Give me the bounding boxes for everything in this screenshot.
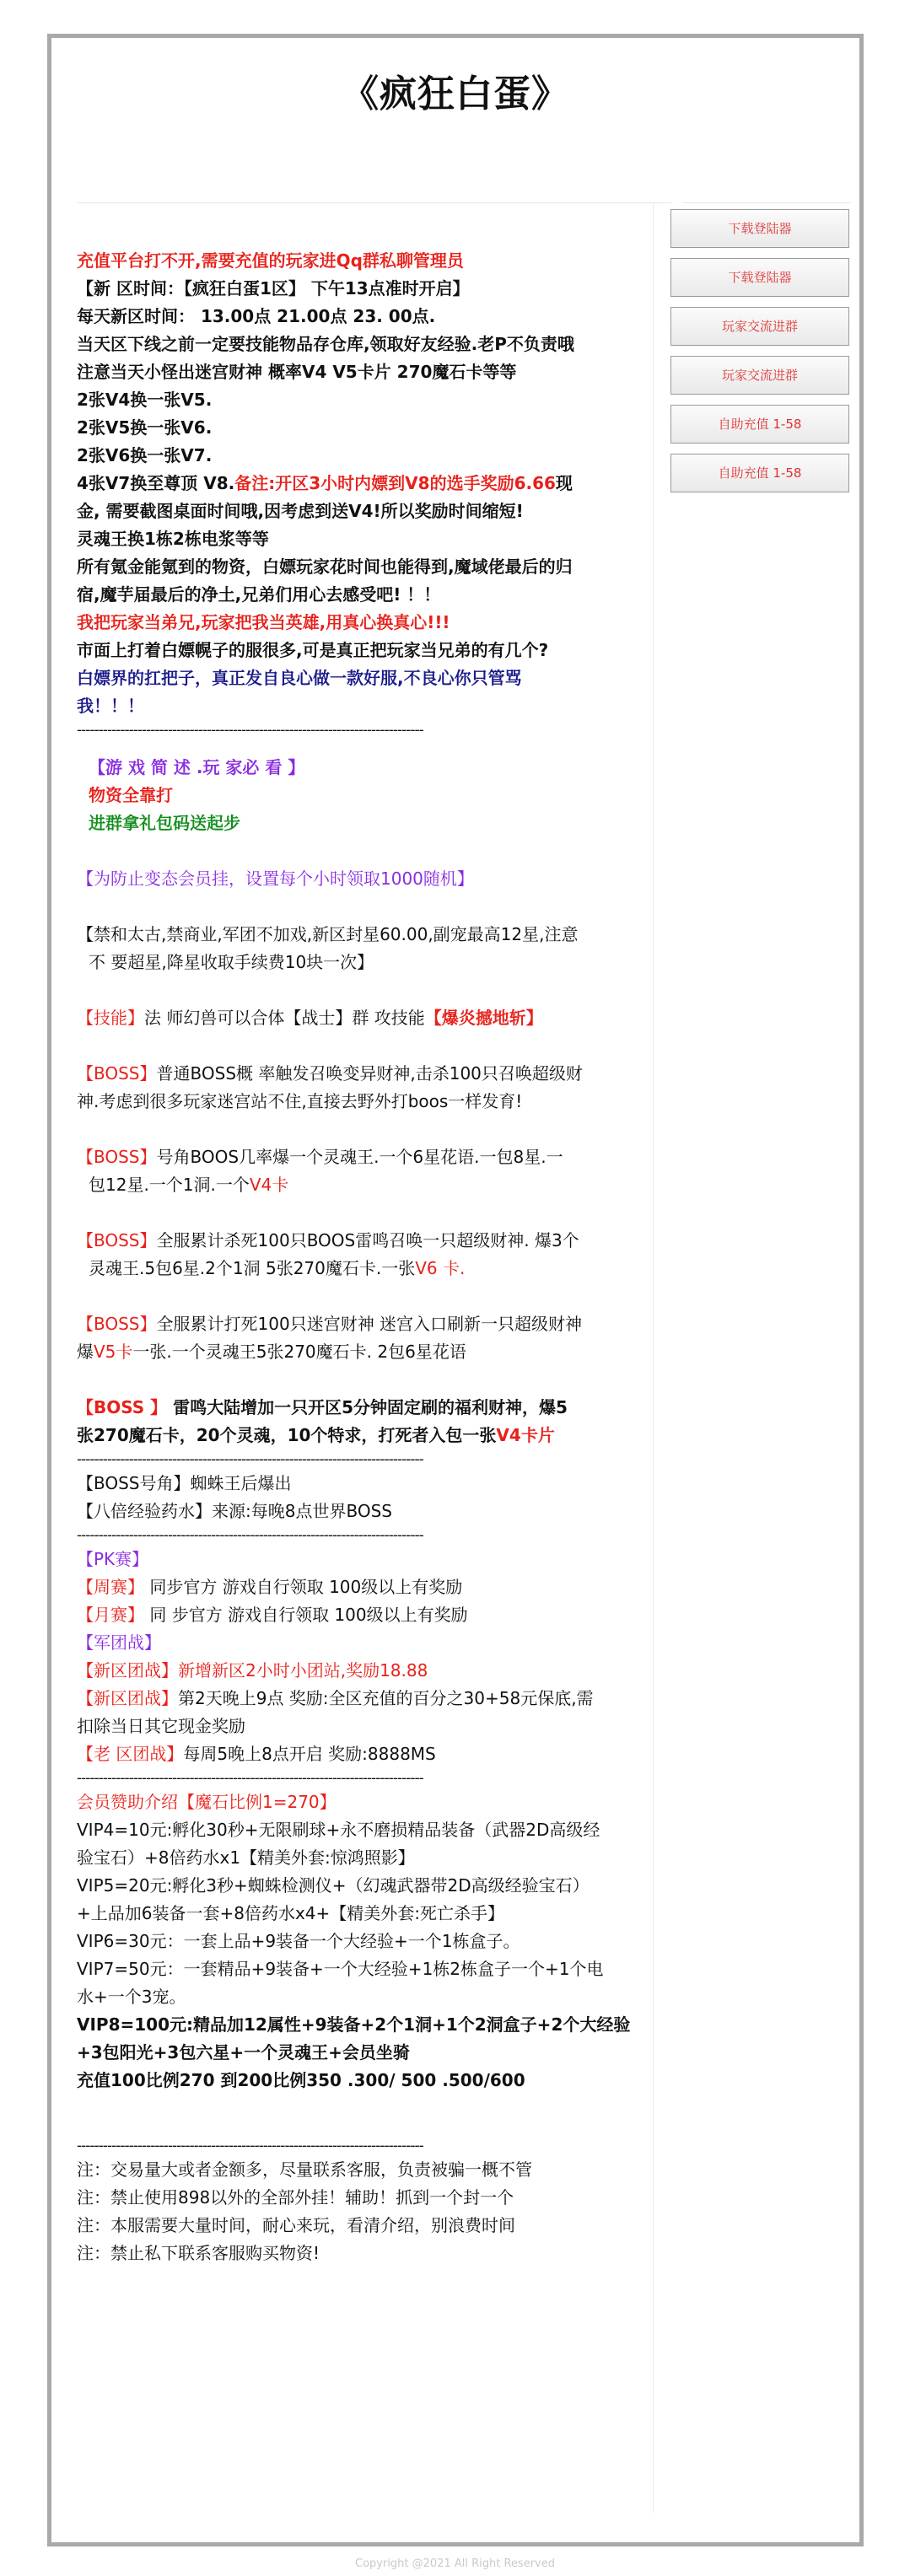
exchange-rule: 2张V6换一张V7. — [77, 445, 213, 465]
download-launcher-button-2[interactable]: 下载登陆器 — [670, 258, 849, 297]
boss-text: 全服累计打死100只迷宫财神 迷宫入口刷新一只超级财神 — [156, 1314, 583, 1334]
exchange-rule: 2张V5换一张V6. — [77, 417, 213, 438]
boss-tag: 【BOSS】 — [77, 1230, 157, 1250]
separator: -------------------------------------------------------------------------------- — [77, 1770, 423, 1787]
legion-tag: 【老 区团战】 — [77, 1744, 184, 1764]
boss-rule — [77, 1060, 671, 1088]
boss-card: V6 卡. — [415, 1258, 466, 1278]
legion-text-line2: 扣除当日其它现金奖励 — [77, 1716, 245, 1736]
sidebar-top-divider — [682, 202, 851, 203]
download-launcher-button-1[interactable]: 下载登陆器 — [670, 209, 849, 248]
note: 注：本服需要大量时间，耐心来玩，看清介绍，别浪费时间 — [77, 2215, 515, 2235]
legion-tag: 【新区团战】 — [77, 1660, 178, 1681]
note: 注：禁止私下联系客服购买物资! — [77, 2243, 320, 2263]
skill-tag: 【技能】 — [77, 1008, 144, 1028]
intro-paragraph: 宿,魔芋届最后的净土,兄弟们用心去感受吧! ！！ — [77, 584, 441, 605]
game-heading: 【游 戏 简 述 .玩 家必 看 】 — [89, 757, 305, 777]
v8-rule-line2: 金, 需要截图桌面时间哦,因考虑到送V4!所以奖励时间缩短! — [77, 501, 524, 521]
boss-rule-line2 — [77, 1338, 671, 1366]
intro-paragraph: 所有氪金能氪到的物资，白嫖玩家花时间也能得到,魔域佬最后的归 — [77, 557, 573, 577]
boss-text: 包12星.一个1洞.一个 — [89, 1175, 250, 1195]
monthly-text: 同 步官方 游戏自行领取 100级以上有奖励 — [144, 1605, 468, 1625]
boss-rule-line2: 神.考虑到很多玩家迷宫站不住,直接去野外打boos一样发育! — [77, 1091, 523, 1111]
boss-rule — [77, 1143, 671, 1171]
boss-card: V4卡片 — [496, 1425, 555, 1445]
separator: -------------------------------------------------------------------------------- — [77, 2138, 423, 2154]
legion-text: 新增新区2小时小团站,奖励18.88 — [178, 1660, 428, 1681]
boss-tag: 【BOSS】 — [77, 1063, 157, 1084]
warning-line: 注意当天小怪出迷宫财神 概率V4 V5卡片 270魔石卡等等 — [77, 362, 517, 382]
vip-tier: 验宝石）+8倍药水x1【精美外套:惊鸿照影】 — [77, 1847, 415, 1868]
pk-heading: 【PK赛】 — [77, 1549, 149, 1569]
vip-tier: VIP7=50元：一套精品+9装备+一个大经验+1栋2栋盒子一个+1个电 — [77, 1959, 604, 1979]
vip-tier: 水+一个3宠。 — [77, 1987, 186, 2007]
note: 注：交易量大或者金额多，尽量联系客服，负责被骗一概不管 — [77, 2159, 532, 2180]
boss-card: V4卡 — [249, 1175, 289, 1195]
boss-text: 普通BOSS概 率触发召唤变异财神,击杀100只召唤超级财 — [156, 1063, 583, 1084]
rules-text: 【禁和太古,禁商业,军团不加戏,新区封星60.00,副宠最高12星,注意 — [77, 924, 579, 944]
boss-rule — [77, 1394, 671, 1422]
vip-tier: VIP4=10元:孵化30秒+无限刷球+永不磨损精品装备（武器2D高级经 — [77, 1820, 600, 1840]
vip-tier: VIP5=20元:孵化3秒+蜘蛛检测仪+（幻魂武器带2D高级经验宝石） — [77, 1875, 590, 1896]
separator: -------------------------------------------------------------------------------- — [77, 1527, 423, 1544]
v8-rule — [77, 470, 671, 497]
weekly-tag: 【周赛】 — [77, 1577, 144, 1597]
copyright-footer: Copyright @2021 All Right Reserved — [355, 2557, 555, 2570]
v8-reward: 备注:开区3小时内嫖到V8的选手奖励6.66 — [234, 473, 556, 493]
warning-line: 当天区下线之前一定要技能物品存仓库,领取好友经验.老P不负责哦 — [77, 334, 574, 354]
boss-text: 雷鸣大陆增加一只开区5分钟固定刷的福利财神，爆5 — [167, 1397, 568, 1417]
new-legion-battle — [77, 1685, 671, 1713]
self-recharge-button-1[interactable]: 自助充值 1-58 — [670, 405, 849, 444]
boss-text: 一张.一个灵魂王5张270魔石卡. 2包6星花语 — [132, 1342, 466, 1362]
page-title: 《疯狂白蛋》 — [342, 73, 569, 116]
vip-tier: +上品加6装备一套+8倍药水x4+【精美外套:死亡杀手】 — [77, 1903, 505, 1923]
legion-tag: 【新区团战】 — [77, 1688, 178, 1708]
old-legion-battle — [77, 1740, 671, 1768]
join-group-button-2[interactable]: 玩家交流进群 — [670, 356, 849, 395]
boss-rule — [77, 1310, 671, 1338]
boss-text: 全服累计杀死100只BOOS雷鸣召唤一只超级财神. 爆3个 — [156, 1230, 579, 1250]
main-content — [77, 202, 671, 2513]
legion-text: 第2天晚上9点 奖励:全区充值的百分之30+58元保底,需 — [178, 1688, 594, 1708]
soul-exchange: 灵魂王换1栋2栋电浆等等 — [77, 529, 269, 549]
sidebar — [670, 209, 854, 503]
vip-tier: VIP8=100元:精品加12属性+9装备+2个1洞+1个2洞盒子+2个大经验 — [77, 2014, 631, 2035]
boss-text: 号角BOOS几率爆一个灵魂王.一个6星花语.一包8星.一 — [156, 1147, 563, 1167]
exp-potion: 【八倍经验药水】来源:每晚8点世界BOSS — [77, 1501, 392, 1521]
boss-tag: 【BOSS】 — [77, 1314, 157, 1334]
weekly-text: 同步官方 游戏自行领取 100级以上有奖励 — [144, 1577, 463, 1597]
v8-prefix: 4张V7换至尊顶 V8. — [77, 473, 235, 493]
heart-slogan: 我把玩家当弟兄,玩家把我当英雄,用真心换真心!!! — [77, 612, 450, 632]
intro-paragraph: 市面上打着白嫖幌子的服很多,可是真正把玩家当兄弟的有几个? — [77, 640, 549, 660]
game-feature: 物资全靠打 — [89, 785, 173, 805]
vip-tier: VIP6=30元：一套上品+9装备一个大经验+一个1栋盒子。 — [77, 1931, 520, 1951]
skill-rule — [77, 1004, 671, 1032]
boss-rule — [77, 1227, 671, 1255]
boss-rule-line2 — [77, 1422, 671, 1449]
boss-rule-line2 — [77, 1171, 671, 1199]
boss-tag: 【BOSS】 — [77, 1147, 157, 1167]
new-server-time: 【新 区时间：【疯狂白蛋1区】 下午13点准时开启】 — [77, 278, 470, 298]
boss-card: V5卡 — [94, 1342, 133, 1362]
self-recharge-button-2[interactable]: 自助充值 1-58 — [670, 454, 849, 492]
new-legion-battle — [77, 1657, 671, 1685]
boss-text: 爆 — [77, 1342, 94, 1362]
anti-cheat-notice: 【为防止变态会员挂，设置每个小时领取1000随机】 — [77, 869, 474, 889]
game-feature: 进群拿礼包码送起步 — [89, 813, 240, 833]
separator: -------------------------------------------------------------------------------- — [77, 1451, 423, 1468]
exchange-rule: 2张V4换一张V5. — [77, 390, 213, 410]
boss-tag: 【BOSS 】 — [77, 1397, 168, 1417]
intro-paragraph: 白嫖界的扛把子，真正发自良心做一款好服,不良心你只管骂 — [77, 668, 522, 688]
boss-text: 灵魂王.5包6星.2个1洞 5张270魔石卡.一张 — [89, 1258, 416, 1278]
legion-heading: 【军团战】 — [77, 1632, 161, 1653]
weekly-match — [77, 1573, 671, 1601]
vip-tier: +3包阳光+3包六星+一个灵魂王+会员坐骑 — [77, 2042, 410, 2062]
vip-heading: 会员赞助介绍【魔石比例1=270】 — [77, 1792, 337, 1812]
boss-text: 张270魔石卡，20个灵魂，10个特求，打死者入包一张 — [77, 1425, 497, 1445]
page-frame — [47, 34, 864, 2546]
monthly-match — [77, 1601, 671, 1629]
daily-times: 每天新区时间： 13.00点 21.00点 23. 00点. — [77, 306, 436, 326]
rules-text: 不 要超星,降星收取手续费10块一次】 — [89, 952, 374, 972]
note: 注：禁止使用898以外的全部外挂！辅助！抓到一个封一个 — [77, 2187, 514, 2208]
v8-suffix: 现 — [555, 473, 573, 493]
skill-name: 【爆炎撼地斩】 — [424, 1008, 543, 1028]
skill-text: 法 师幻兽可以合体【战士】群 攻技能 — [144, 1008, 425, 1028]
boss-rule-line2 — [77, 1255, 671, 1283]
monthly-tag: 【月赛】 — [77, 1605, 144, 1625]
recharge-notice: 充值平台打不开,需要充值的玩家进Qq群私聊管理员 — [77, 250, 464, 271]
intro-paragraph: 我！！！ — [77, 696, 144, 716]
boss-horn: 【BOSS号角】蜘蛛王后爆出 — [77, 1473, 292, 1493]
separator: -------------------------------------------------------------------------------- — [77, 722, 423, 739]
legion-text: 每周5晚上8点开启 奖励:8888MS — [183, 1744, 436, 1764]
join-group-button-1[interactable]: 玩家交流进群 — [670, 307, 849, 346]
recharge-ratio: 充值100比例270 到200比例350 .300/ 500 .500/600 — [77, 2070, 525, 2090]
